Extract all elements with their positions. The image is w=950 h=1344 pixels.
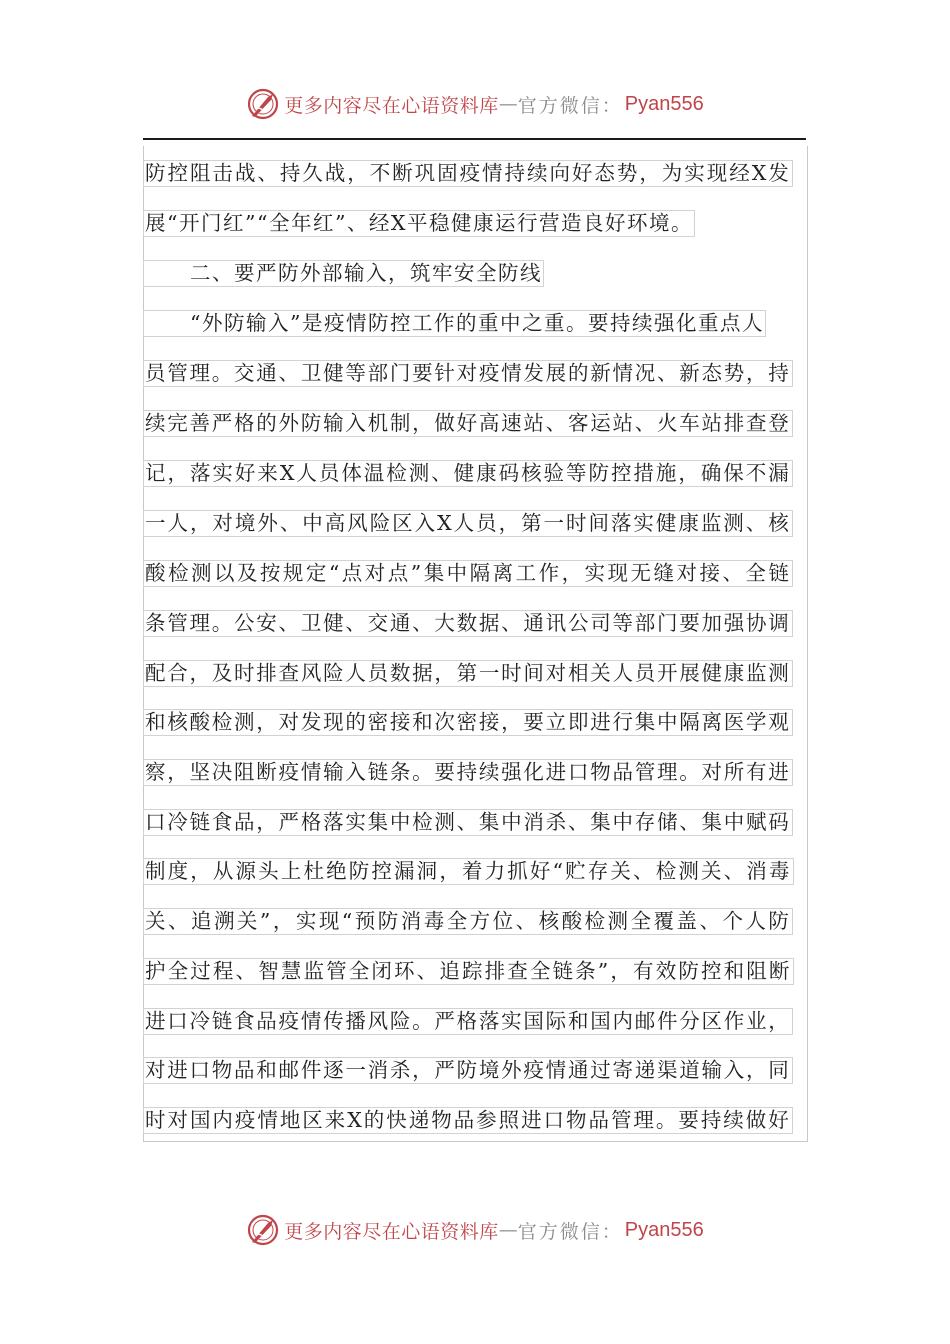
header-banner — [0, 84, 950, 124]
body-line: 配合，及时排查风险人员数据，第一时间对相关人员开展健康监测 — [145, 661, 791, 685]
body-line: 时对国内疫情地区来X的快递物品参照进口物品管理。要持续做好 — [145, 1108, 791, 1132]
body-line: 酸检测以及按规定“点对点”集中隔离工作，实现无缝对接、全链 — [145, 561, 792, 585]
body-line: 进口冷链食品疫情传播风险。严格落实国际和国内邮件分区作业， — [145, 1009, 791, 1033]
footer-official-label: 官方微信： — [517, 1220, 623, 1243]
footer-wechat-id: Pyan556 — [624, 1218, 704, 1241]
body-line: 和核酸检测，对发现的密接和次密接，要立即进行集中隔离医学观 — [145, 710, 791, 734]
body-line: 对进口物品和邮件逐一消杀，严防境外疫情通过寄递渠道输入，同 — [145, 1058, 791, 1082]
body-line: 一人，对境外、中高风险区入X人员，第一时间落实健康监测、核 — [145, 511, 791, 535]
header-wechat-id: Pyan556 — [624, 92, 704, 115]
body-line: 防控阻击战、持久战，不断巩固疫情持续向好态势，为实现经X发 — [145, 161, 791, 185]
body-line: 展“开门红”“全年红”、经X平稳健康运行营造良好环境。 — [145, 211, 694, 235]
header-rule — [143, 138, 806, 140]
body-line: 续完善严格的外防输入机制，做好高速站、客运站、火车站排查登 — [145, 411, 791, 435]
body-line: 员管理。交通、卫健等部门要针对疫情发展的新情况、新态势，持 — [145, 361, 791, 385]
body-line: “外防输入”是疫情防控工作的重中之重。要持续强化重点人 — [143, 310, 766, 337]
body-line: 察，坚决阻断疫情输入链条。要持续强化进口物品管理。对所有进 — [145, 760, 791, 784]
body-line: 护全过程、智慧监管全闭环、追踪排查全链条”，有效防控和阻断 — [145, 959, 792, 983]
header-brand-text: 更多内容尽在心语资料库 — [284, 94, 499, 117]
footer-dash: — — [498, 1219, 518, 1241]
page-frame — [143, 146, 808, 1142]
header-official-label: 官方微信： — [517, 94, 623, 117]
body-line: 制度，从源头上杜绝防控漏洞，着力抓好“贮存关、检测关、消毒 — [145, 859, 792, 883]
body-line: 记，落实好来X人员体温检测、健康码核验等防控措施，确保不漏 — [145, 461, 791, 485]
body-line: 关、追溯关”，实现“预防消毒全方位、核酸检测全覆盖、个人防 — [145, 909, 792, 933]
section-heading: 二、要严防外部输入，筑牢安全防线 — [143, 260, 544, 287]
brush-pen-logo-icon — [246, 87, 280, 121]
header-dash: — — [498, 93, 518, 115]
footer-banner — [0, 1210, 950, 1250]
brush-pen-logo-icon — [246, 1213, 280, 1247]
body-line: 口冷链食品，严格落实集中检测、集中消杀、集中存储、集中赋码 — [145, 810, 791, 834]
body-line: 条管理。公安、卫健、交通、大数据、通讯公司等部门要加强协调 — [145, 611, 791, 635]
footer-brand-text: 更多内容尽在心语资料库 — [284, 1220, 499, 1243]
